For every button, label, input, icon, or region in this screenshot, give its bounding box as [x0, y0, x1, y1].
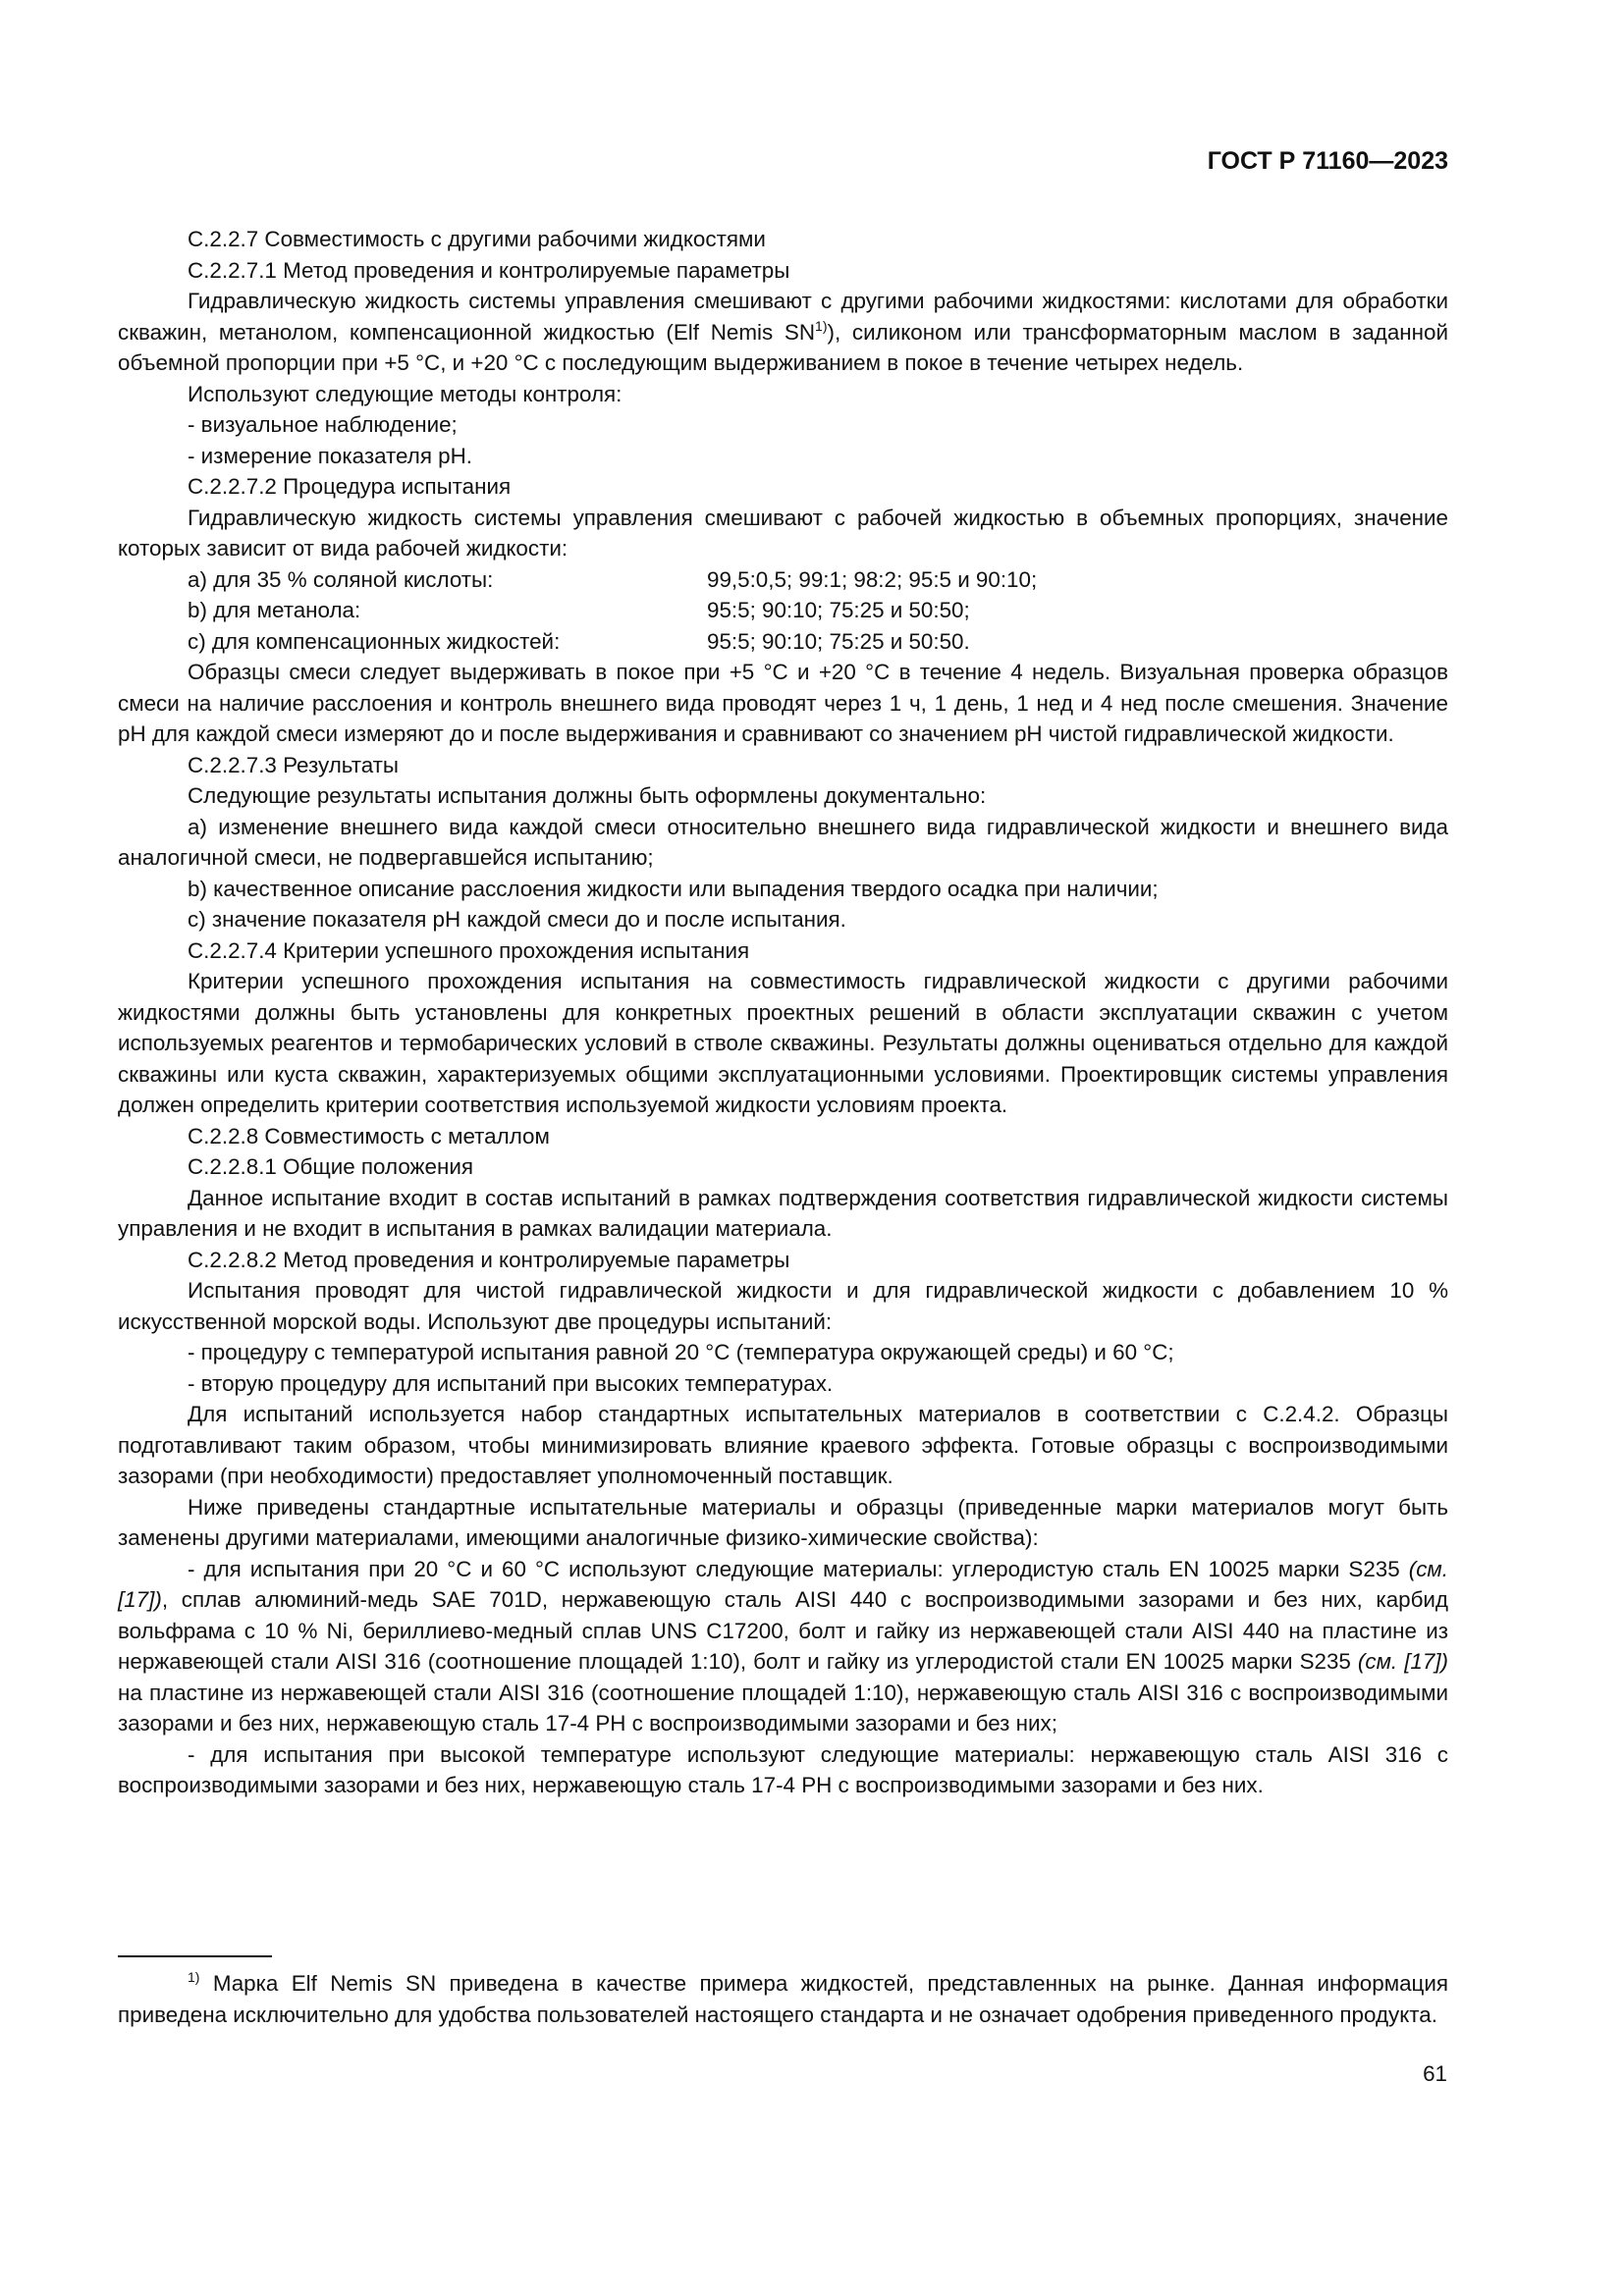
proportion-row	[118, 595, 1448, 626]
paragraph: Данное испытание входит в состав испытаний в рамках подтверждения соответствия гидравлической жидкости системы управления и не входит в испытания в рамках валидации материала.	[118, 1185, 1448, 1241]
proportion-value: 95:5; 90:10; 75:25 и 50:50.	[707, 628, 970, 654]
main-text	[118, 224, 1448, 1801]
subsection-heading: С.2.2.7.2 Процедура испытания	[188, 474, 512, 499]
subsection-heading: С.2.2.7.4 Критерии успешного прохождения испытания	[188, 937, 750, 963]
document-code-header: ГОСТ Р 71160—2023	[1207, 147, 1448, 175]
paragraph: Образцы смеси следует выдерживать в покое при +5 °С и +20 °С в течение 4 недель. Визуальная проверка образцов смеси на наличие расслоения и контроль внешнего вида проводят через 1 ч, 1 день, 1 нед и 4 нед после смешения. Значение pH для каждой смеси измеряют до и после выдерживания и сравнивают со значением pH чистой гидравлической жидкости.	[118, 660, 1448, 746]
subsection-heading: С.2.2.8.2 Метод проведения и контролируемые параметры	[188, 1247, 790, 1272]
paragraph: Критерии успешного прохождения испытания на совместимость гидравлической жидкости с другими рабочими жидкостями должны быть установлены для конкретных проектных решений в области эксплуатации скважин с учетом используемых реагентов и термобарических условий в стволе скважины. Результаты должны оцениваться отдельно для каждой скважины или куста скважин, характеризуемых общими эксплуатационными условиями. Проектировщик системы управления должен определить критерии соответствия используемой жидкости условиям проекта.	[118, 969, 1448, 1117]
section-heading: С.2.2.8 Совместимость с металлом	[188, 1123, 550, 1148]
footnote-divider	[118, 1955, 272, 1957]
proportion-row	[118, 626, 1448, 658]
page-number: 61	[1423, 2061, 1447, 2086]
proportion-label: c) для компенсационных жидкостей:	[188, 628, 561, 654]
list-item: c) значение показателя pH каждой смеси до и после испытания.	[188, 907, 846, 932]
paragraph: Гидравлическую жидкость системы управления смешивают с рабочей жидкостью в объемных пропорциях, значение которых зависит от вида рабочей жидкости:	[118, 505, 1448, 561]
list-item: - измерение показателя pH.	[188, 443, 473, 468]
list-item: - визуальное наблюдение;	[188, 412, 458, 437]
paragraph: Испытания проводят для чистой гидравлической жидкости и для гидравлической жидкости с добавлением 10 % искусственной морской воды. Используют две процедуры испытаний:	[118, 1278, 1448, 1334]
paragraph: Ниже приведены стандартные испытательные материалы и образцы (приведенные марки материалов могут быть заменены другими материалами, имеющими аналогичные физико-химические свойства):	[118, 1494, 1448, 1550]
paragraph: Следующие результаты испытания должны быть оформлены документально:	[188, 783, 987, 808]
bibliography-ref: (см. [17])	[118, 1556, 1448, 1612]
footnote-text: Марка Elf Nemis SN приведена в качестве примера жидкостей, представленных на рынке. Данная информация приведена исключительно для удобства пользователей настоящего стандарта и не означает одобрения приведенного продукта.	[118, 1971, 1448, 2027]
list-item: - процедуру с температурой испытания равной 20 °С (температура окружающей среды) и 60 °С;	[188, 1340, 1174, 1364]
footnote-marker: 1)	[188, 1969, 200, 1985]
footnote-ref: 1)	[815, 317, 828, 334]
proportion-value: 99,5:0,5; 99:1; 98:2; 95:5 и 90:10;	[707, 566, 1038, 592]
list-item: - вторую процедуру для испытаний при высоких температурах.	[188, 1370, 834, 1396]
paragraph: - для испытания при высокой температуре используют следующие материалы: нержавеющую сталь AISI 316 с воспроизводимыми зазорами и без них, нержавеющую сталь 17-4 PH с воспроизводимыми зазорами и без них.	[118, 1741, 1448, 1797]
section-heading: С.2.2.7 Совместимость с другими рабочими жидкостями	[188, 227, 766, 251]
subsection-heading: С.2.2.8.1 Общие положения	[188, 1154, 473, 1179]
subsection-heading: С.2.2.7.1 Метод проведения и контролируемые параметры	[188, 257, 790, 283]
proportion-row	[118, 564, 1448, 596]
footnote	[118, 1968, 1448, 2030]
list-item: b) качественное описание расслоения жидкости или выпадения твердого осадка при наличии;	[188, 876, 1159, 901]
subsection-heading: С.2.2.7.3 Результаты	[188, 752, 400, 777]
proportion-label: a) для 35 % соляной кислоты:	[188, 566, 494, 592]
paragraph: Для испытаний используется набор стандартных испытательных материалов в соответствии с С.2.4.2. Образцы подготавливают таким образом, чтобы минимизировать влияние краевого эффекта. Готовые образцы с воспроизводимыми зазорами (при необходимости) предоставляет уполномоченный поставщик.	[118, 1402, 1448, 1488]
paragraph: Гидравлическую жидкость системы управления смешивают с другими рабочими жидкостями: кислотами для обработки скважин, метанолом, компенсационной жидкостью (Elf Nemis SN$^{1)}$), силиконом или трансформаторным маслом в заданной объемной пропорции при +5 °С, и +20 °С с последующим выдерживанием в покое в течение четырех недель.	[118, 289, 1448, 375]
list-item: a) изменение внешнего вида каждой смеси относительно внешнего вида гидравлической жидкости и внешнего вида аналогичной смеси, не подвергавшейся испытанию;	[118, 814, 1448, 870]
proportion-label: b) для метанола:	[188, 598, 361, 622]
bibliography-ref: (см. [17])	[1357, 1649, 1448, 1674]
paragraph: - для испытания при 20 °С и 60 °С используют следующие материалы: углеродистую сталь EN 10025 марки S235 (см. [17]), сплав алюминий-медь SAE 701D, нержавеющую сталь AISI 440 с воспроизводимыми зазорами и без них, карбид вольфрама с 10 % Ni, бериллиево-медный сплав UNS C17200, болт и гайку из нержавеющей стали AISI 440 на пластине из нержавеющей стали AISI 316 (соотношение площадей 1:10), болт и гайку из углеродистой стали EN 10025 марки S235 (см. [17]) на пластине из нержавеющей стали AISI 316 (соотношение площадей 1:10), нержавеющую сталь AISI 316 с воспроизводимыми зазорами и без них, нержавеющую сталь 17-4 PH с воспроизводимыми зазорами и без них;	[118, 1556, 1448, 1735]
proportion-value: 95:5; 90:10; 75:25 и 50:50;	[707, 598, 970, 622]
paragraph: Используют следующие методы контроля:	[188, 381, 623, 406]
